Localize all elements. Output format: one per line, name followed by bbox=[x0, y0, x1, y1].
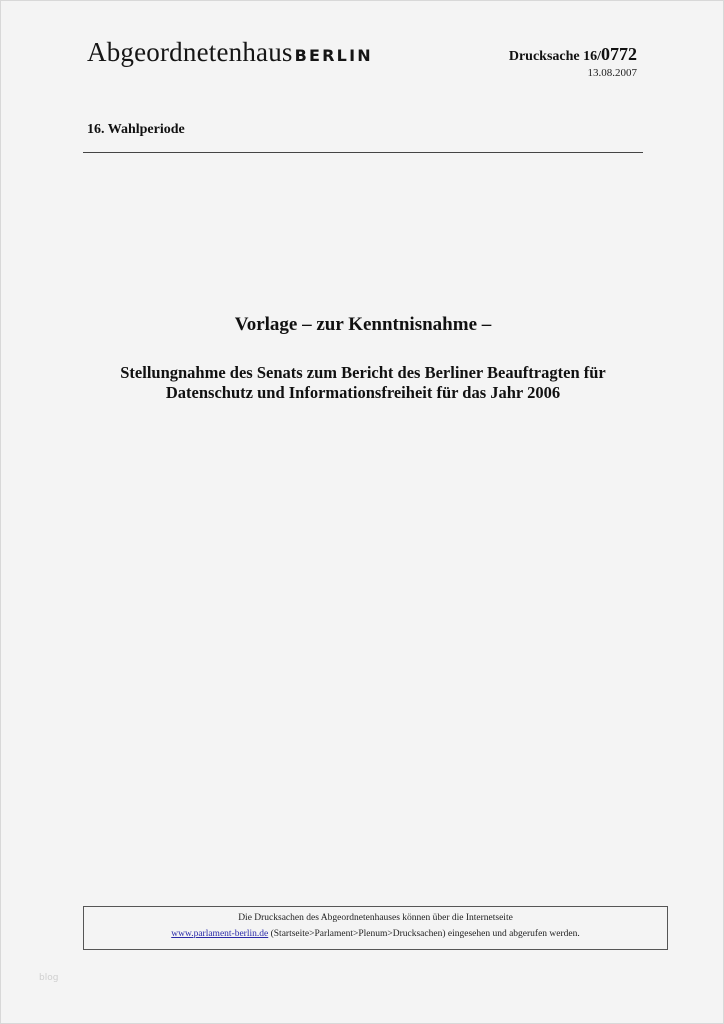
document-title: Vorlage – zur Kenntnisnahme – bbox=[234, 314, 492, 335]
electoral-period: 16. Wahlperiode bbox=[87, 122, 185, 137]
header-divider bbox=[83, 152, 643, 153]
parliament-website-link[interactable]: www.parlament-berlin.de bbox=[171, 929, 269, 939]
subtitle-line-2: Datenschutz und Informationsfreiheit für das Jahr 2006 bbox=[165, 383, 561, 402]
logo-sub-text: BERLIN bbox=[294, 46, 373, 65]
footer-line-2-text: (Startseite>Parlament>Plenum>Drucksachen) eingesehen und abgerufen werden. bbox=[268, 929, 580, 939]
document-reference bbox=[509, 45, 637, 79]
footer-line-2 bbox=[84, 926, 667, 942]
footer-line-1: Die Drucksachen des Abgeordnetenhauses können über die Internetseite bbox=[238, 913, 513, 923]
footer-notice-box bbox=[83, 906, 668, 950]
document-date: 13.08.2007 bbox=[587, 66, 637, 79]
watermark-text: blog bbox=[39, 973, 59, 983]
document-subtitle bbox=[1, 363, 724, 403]
drucksache-number: 0772 bbox=[601, 44, 637, 64]
subtitle-line-1: Stellungnahme des Senats zum Bericht des Berliner Beauftragten für bbox=[120, 363, 606, 382]
parliament-logo bbox=[87, 39, 373, 66]
drucksache-prefix: Drucksache 16/ bbox=[508, 49, 601, 64]
logo-main-text: Abgeordnetenhaus bbox=[87, 37, 293, 67]
drucksache-label bbox=[509, 45, 637, 65]
